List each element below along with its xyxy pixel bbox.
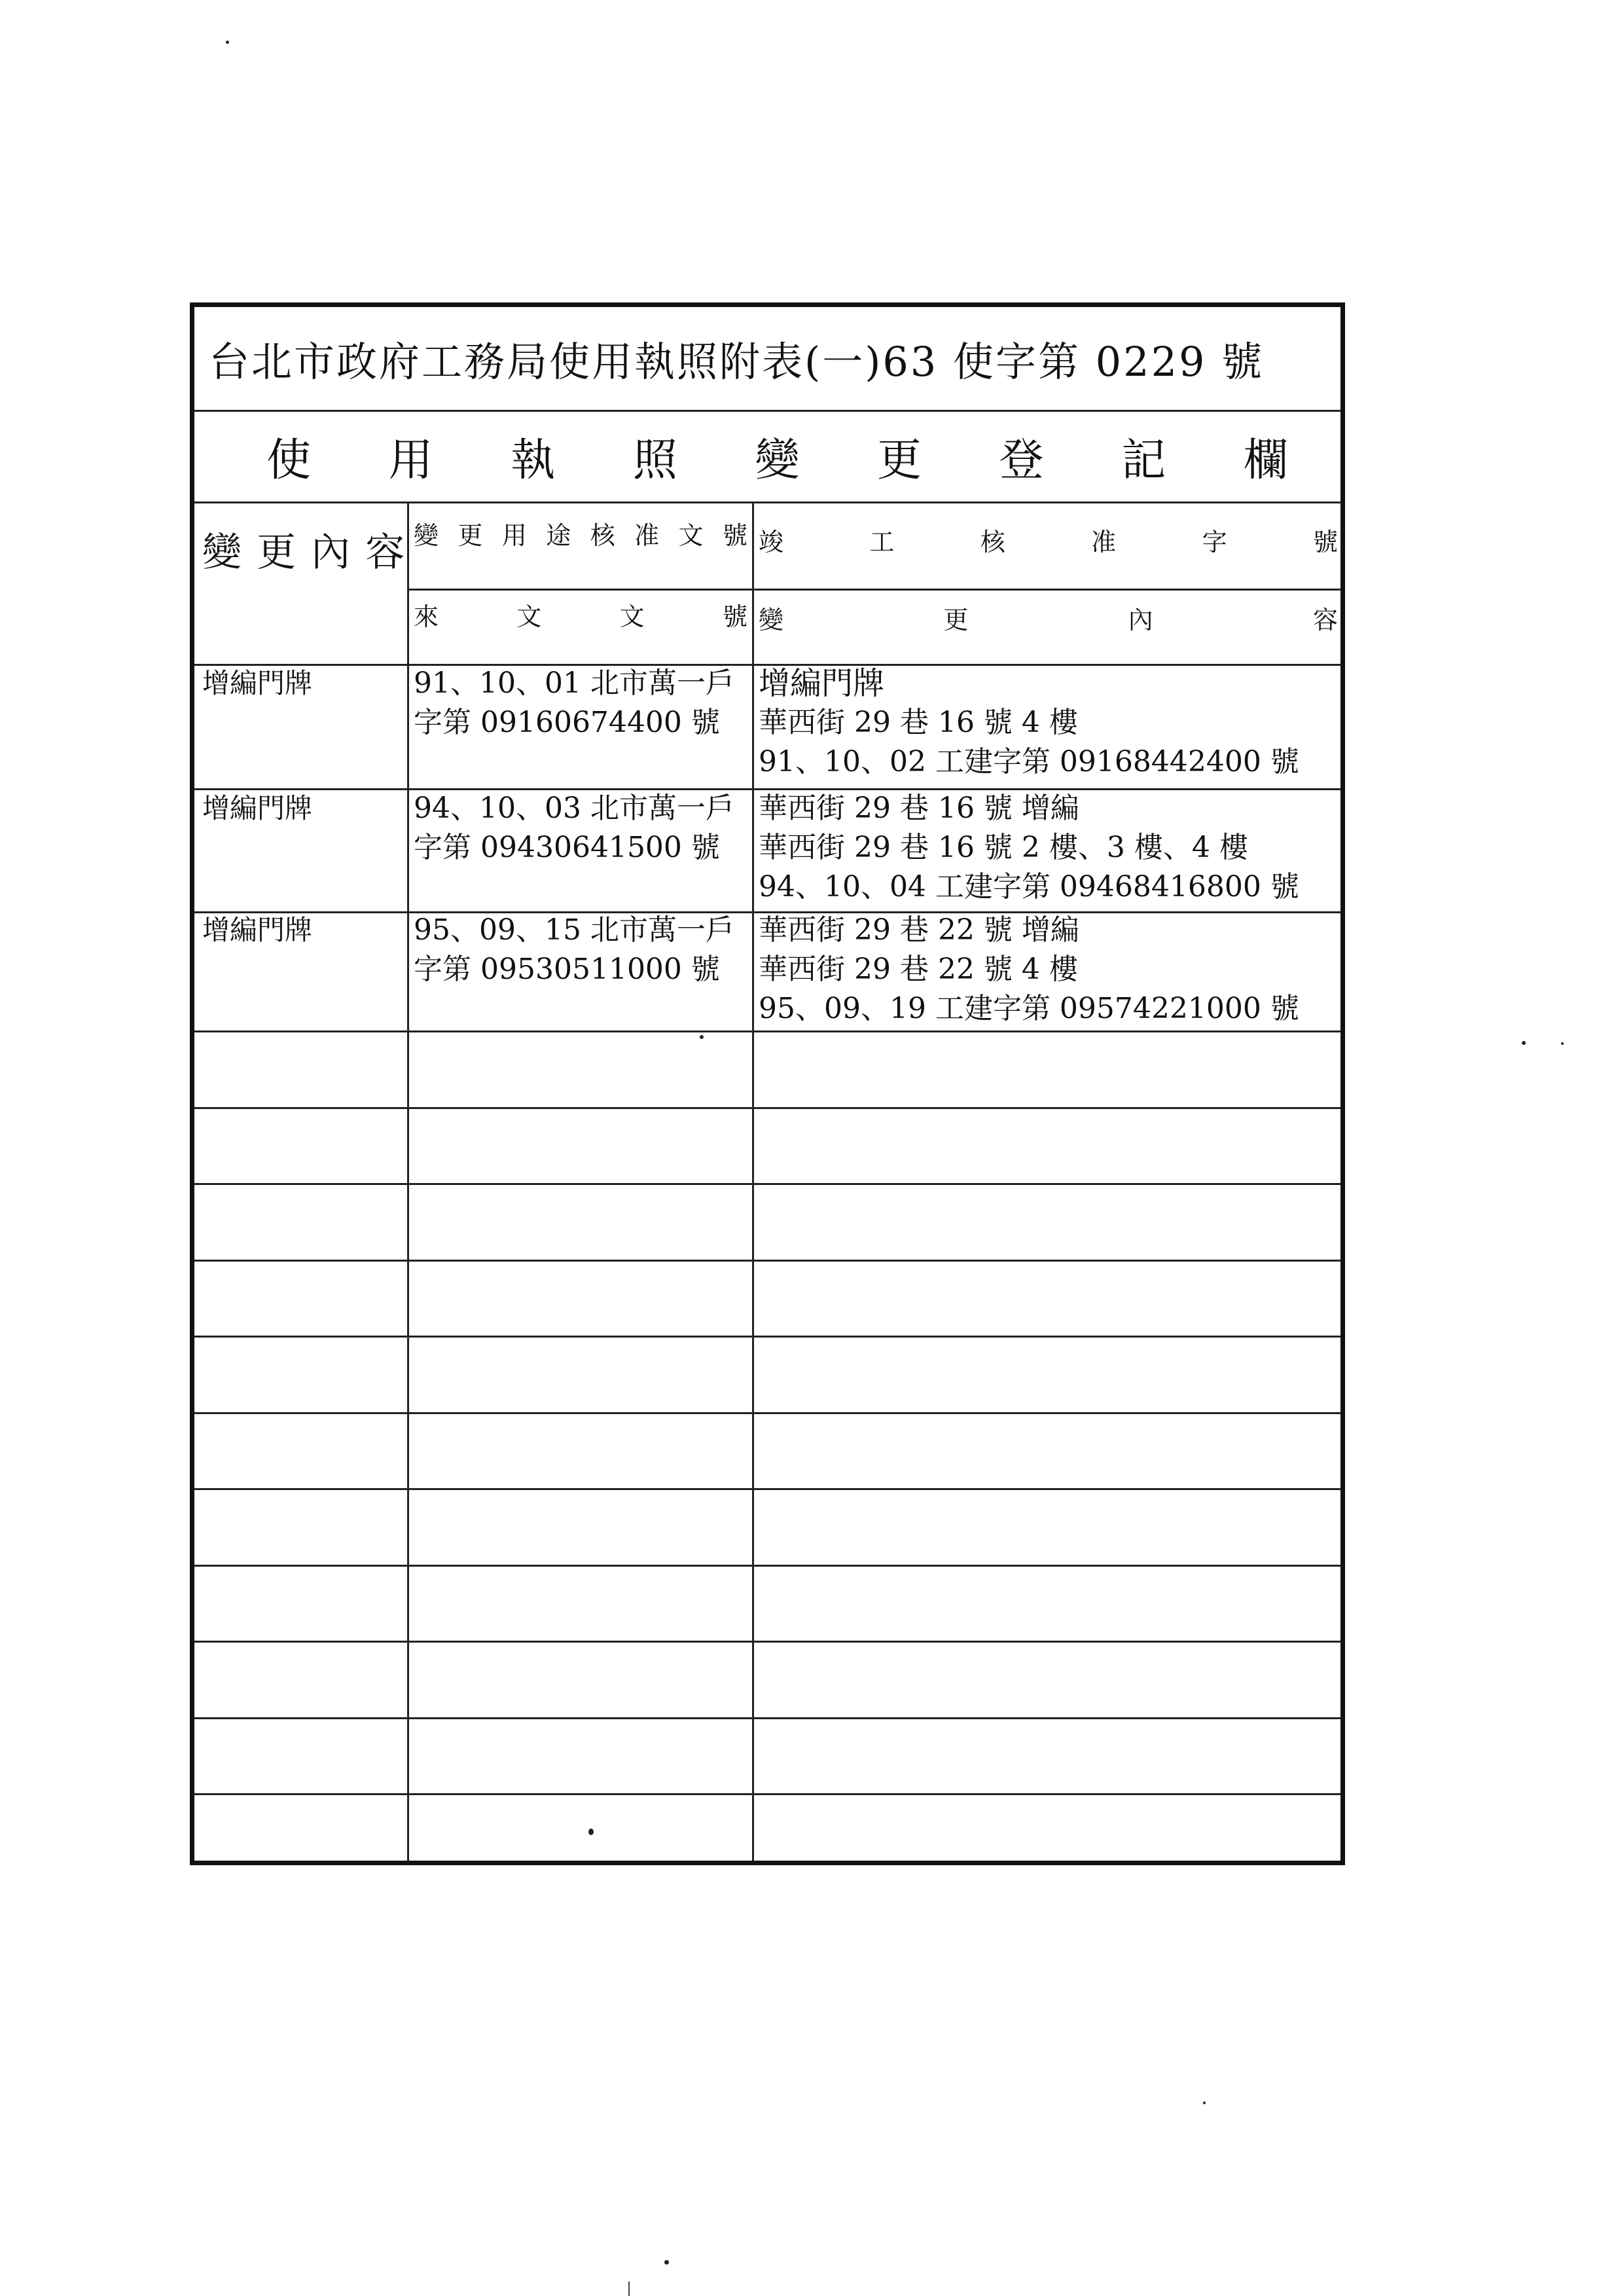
row-detail-line1: 華西街 29 巷 16 號 增編: [759, 792, 1079, 825]
scan-speck: [664, 2260, 669, 2265]
empty-row-line: [194, 1412, 1340, 1414]
empty-row-line: [194, 1717, 1340, 1719]
header-completion-no: [759, 522, 1338, 558]
row-detail-line2: 華西街 29 巷 22 號 4 樓: [759, 953, 1078, 986]
header-char: 竣: [759, 528, 784, 556]
header-char: 文: [619, 602, 645, 631]
subtitle-char: 照: [632, 435, 677, 486]
empty-row-line: [194, 1641, 1340, 1643]
empty-row-line: [194, 1793, 1340, 1795]
header-char: 用: [501, 521, 527, 550]
scan-speck: [1522, 1041, 1526, 1045]
form-subtitle: [194, 412, 1340, 503]
header-char: 號: [1312, 528, 1338, 556]
row-detail-line3: 95、09、19 工建字第 09574221000 號: [759, 992, 1299, 1025]
row-doc-line2: 字第 09160674400 號: [414, 706, 720, 739]
row-doc-line2: 字第 09530511000 號: [414, 953, 720, 986]
row-doc-line1: 91、10、01 北市萬一戶: [414, 666, 734, 700]
scan-speck: [226, 41, 229, 44]
row-item: 增編門牌: [202, 792, 313, 824]
header-char: 核: [980, 528, 1005, 556]
empty-row-line: [194, 1488, 1340, 1490]
header-char: 號: [722, 521, 747, 550]
row-detail-line2: 華西街 29 巷 16 號 2 樓、3 樓、4 樓: [759, 831, 1248, 864]
subtitle-char: 記: [1121, 435, 1166, 486]
header-char: 來: [414, 602, 439, 631]
header-char: 字: [1202, 528, 1227, 556]
header-char: 號: [722, 602, 747, 631]
header-char: 更: [943, 606, 969, 634]
subtitle-char: 執: [511, 435, 556, 486]
header-char: 准: [1091, 528, 1117, 556]
row-detail-line3: 94、10、04 工建字第 09468416800 號: [759, 870, 1299, 903]
row-divider: [194, 1030, 1340, 1032]
subtitle-char: 欄: [1243, 435, 1288, 486]
header-char: 途: [546, 521, 571, 550]
empty-row-line: [194, 1336, 1340, 1338]
header-char: 文: [678, 521, 704, 550]
empty-row-line: [194, 1260, 1340, 1262]
header-change-details: [759, 600, 1338, 636]
subtitle-char: 登: [999, 435, 1044, 486]
row-doc-line1: 94、10、03 北市萬一戶: [414, 792, 734, 825]
row-detail-line3: 91、10、02 工建字第 09168442400 號: [759, 745, 1299, 778]
row-detail-line1: 華西街 29 巷 22 號 增編: [759, 913, 1079, 947]
row-doc-line1: 95、09、15 北市萬一戶: [414, 913, 734, 947]
header-char: 核: [590, 521, 615, 550]
subtitle-char: 使: [266, 435, 312, 486]
header-char: 變: [759, 606, 784, 634]
header-char: 工: [869, 528, 895, 556]
subtitle-char: 更: [877, 435, 922, 486]
header-change-content: 變 更 內 容: [202, 530, 406, 575]
header-approval-no: [414, 515, 747, 551]
header-char: 內: [1128, 606, 1153, 634]
empty-row-line: [194, 1183, 1340, 1185]
header-char: 文: [516, 602, 542, 631]
empty-row-line: [194, 1107, 1340, 1109]
header-char: 容: [1312, 606, 1338, 634]
row-item: 增編門牌: [202, 667, 313, 699]
header-incoming-doc-no: [414, 596, 747, 632]
header-char: 准: [634, 521, 660, 550]
scan-speck: [1561, 1042, 1564, 1045]
column-divider: [752, 503, 754, 1861]
scan-speck: [1203, 2102, 1206, 2104]
scan-speck: [700, 1035, 704, 1039]
row-doc-line2: 字第 09430641500 號: [414, 831, 720, 864]
header-divider: [407, 589, 1340, 591]
row-detail-line1: 增編門牌: [759, 665, 885, 702]
header-char: 變: [414, 521, 439, 550]
row-item: 增編門牌: [202, 914, 313, 946]
scan-mark: [628, 2282, 630, 2296]
subtitle-char: 變: [755, 435, 800, 486]
scan-speck: [588, 1829, 594, 1835]
form-title: 台北市政府工務局使用執照附表(一)63 使字第 0229 號: [194, 307, 1340, 412]
subtitle-char: 用: [388, 435, 433, 486]
empty-row-line: [194, 1565, 1340, 1567]
column-divider: [407, 503, 409, 1861]
row-detail-line2: 華西街 29 巷 16 號 4 樓: [759, 706, 1078, 739]
change-registration-form: [190, 302, 1345, 1865]
header-char: 更: [458, 521, 483, 550]
